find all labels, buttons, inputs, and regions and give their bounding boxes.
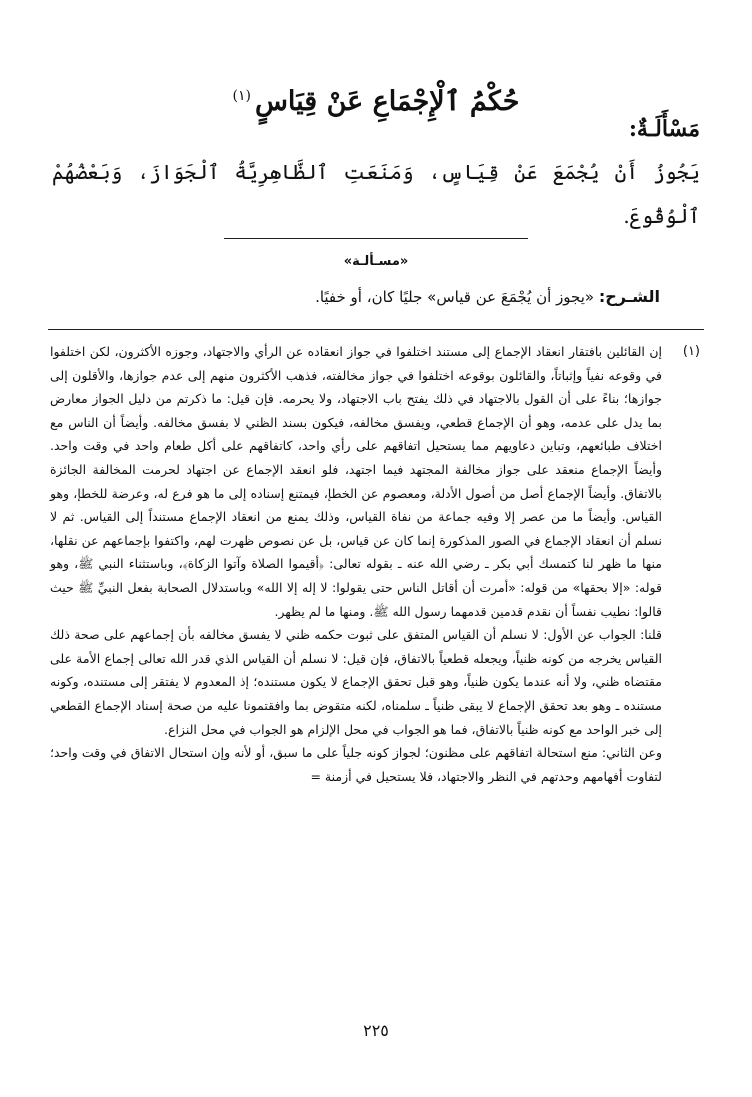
chapter-title-text: حُكْمُ ٱلْإِجْمَاعِ عَنْ قِيَاسٍ (254, 86, 520, 117)
footnote-body (50, 340, 662, 788)
sharh-text: «يجوز أن يُجْمَعَ عن قياس» جليًا كان، أو خفيًا. (315, 288, 595, 306)
footnote-paragraph: إن القائلين بافتقار انعقاد الإجماع إلى مستند اختلفوا في جواز انعقاده عن الرأي والاجتهاد، وجوزه الأكثرون، لكن اختلفوا في وقوعه نفياً وإثباتاً، والقائلون بوقوعه اختلفوا في جواز مخالفته، فذهب الأكثرون منهم إلى عدم جوازها، والأقلون إلى جوازها؛ بناءً على أن القول بالاجتهاد في ذلك يفتح باب الاجتهاد، ولا يحرمه. فإن قيل: ما ذكرتم من دليل الجواز معارض بما يدل على عدمه، وهو أن الإجماع قطعي، ويفسق مخالفه، فيكون بسند الظني لا بفسق مخالفه. وأيضاً أن الناس مع اختلاف طبائعهم، وتباين دعاويهم مما يستحيل اتفاقهم على رأي واحد، كاتفاقهم على أكل طعام واحد في وقت واحد. وأيضاً الإجماع منعقد على جواز مخالفة المجتهد فيما اجتهد، فلو انعقد الإجماع عن اجتهاد لحرمت المخالفة الجائزة بالاتفاق. وأيضاً الإجماع أصل من أصول الأدلة، ومعصوم عن الخطإ، فيمتنع إسناده إلى ما هو فرع له، وعرضة للخطإ، وهو القياس. وأيضاً ما من عصر إلا وفيه جماعة من نفاة القياس، وذلك يمنع من انعقاد الإجماع مستنداً إلى القياس. ثم لا نسلم أن انعقاد الإجماع في الصور المذكورة إنما كان عن قياس، بل عن نصوص ظهرت لهم، واكتفوا بإجماعهم عن نقلها، منها ما ظهر لنا كتمسك أبي بكر ـ رضي الله عنه ـ بقوله تعالى: ﴿أقيموا الصلاة وآتوا الزكاة﴾، وباستثناء النبي ﷺ، وهو قوله: «إلا بحقها» من قوله: «أمرت أن أقاتل الناس حتى يقولوا: لا إله إلا الله» وباستدلال الصحابة بفعل النبيِّ ﷺ حيث قالوا: نطيب نفساً أن نقدم قدمين قدمهما رسول الله ﷺ. ومنها ما لم يظهر. (50, 344, 662, 619)
sharh-sub-heading: «مسـألـة» (343, 254, 409, 269)
footnote-paragraph: قلنا: الجواب عن الأول: لا نسلم أن القياس المتفق على ثبوت حكمه ظني لا يفسق مخالفه بأن إجماعهم على صحة ذلك القياس يخرجه من كونه ظنياً، ويجعله قطعياً بالاتفاق، فإن قيل: لا نسلم أن القياس الذي قدر الله تعالى إجماع الأمة على مقتضاه ظني، ولا أنه عندما يكون ظنياً، وهو قبل تحقق الإجماع لا يكون مستنده؛ إذ المعدوم لا يفتقر إلى مستنده، وكونه مستنده ـ وهو بعد تحقق الإجماع لا يبقى ظنياً ـ سلمناه، لكنه متقوض بما وافقتمونا عليه من صحة إسناد الإجماع القطعي إلى خبر الواحد مع كونه ظنياً بالاتفاق، فما هو الجواب في محل الإلزام هو الجواب في محل النزاع. (50, 627, 662, 737)
footnote-divider (48, 329, 704, 330)
masala-heading: مَسْأَلَـةٌ: (628, 116, 700, 142)
matn-text: يَجُوزُ أَنْ يُجْمَعَ عَنْ قِيَاسٍ، وَمَنَعَتِ ٱلظَّاهِرِيَّةُ ٱلْجَوَازَ، وَبَعْضُهُمْ ٱلْوُقُوعَ. (52, 160, 700, 228)
footnote-paragraph: وعن الثاني: منع استحالة اتفاقهم على مظنون؛ لجواز كونه جلياً على ما سبق، أو لأنه وإن استحال الاتفاق في وقت واحد؛ لتفاوت أفهامهم وحدتهم في النظر والاجتهاد، فلا يستحيل في أزمنة = (50, 745, 662, 784)
sharh-paragraph (52, 284, 660, 310)
page-number: ٢٢٥ (363, 1021, 389, 1040)
section-divider (224, 238, 528, 239)
footnote-number: (١) (682, 344, 700, 359)
sharh-label: الشـرح: (598, 287, 660, 306)
footnote-reference: (١) (232, 88, 251, 104)
